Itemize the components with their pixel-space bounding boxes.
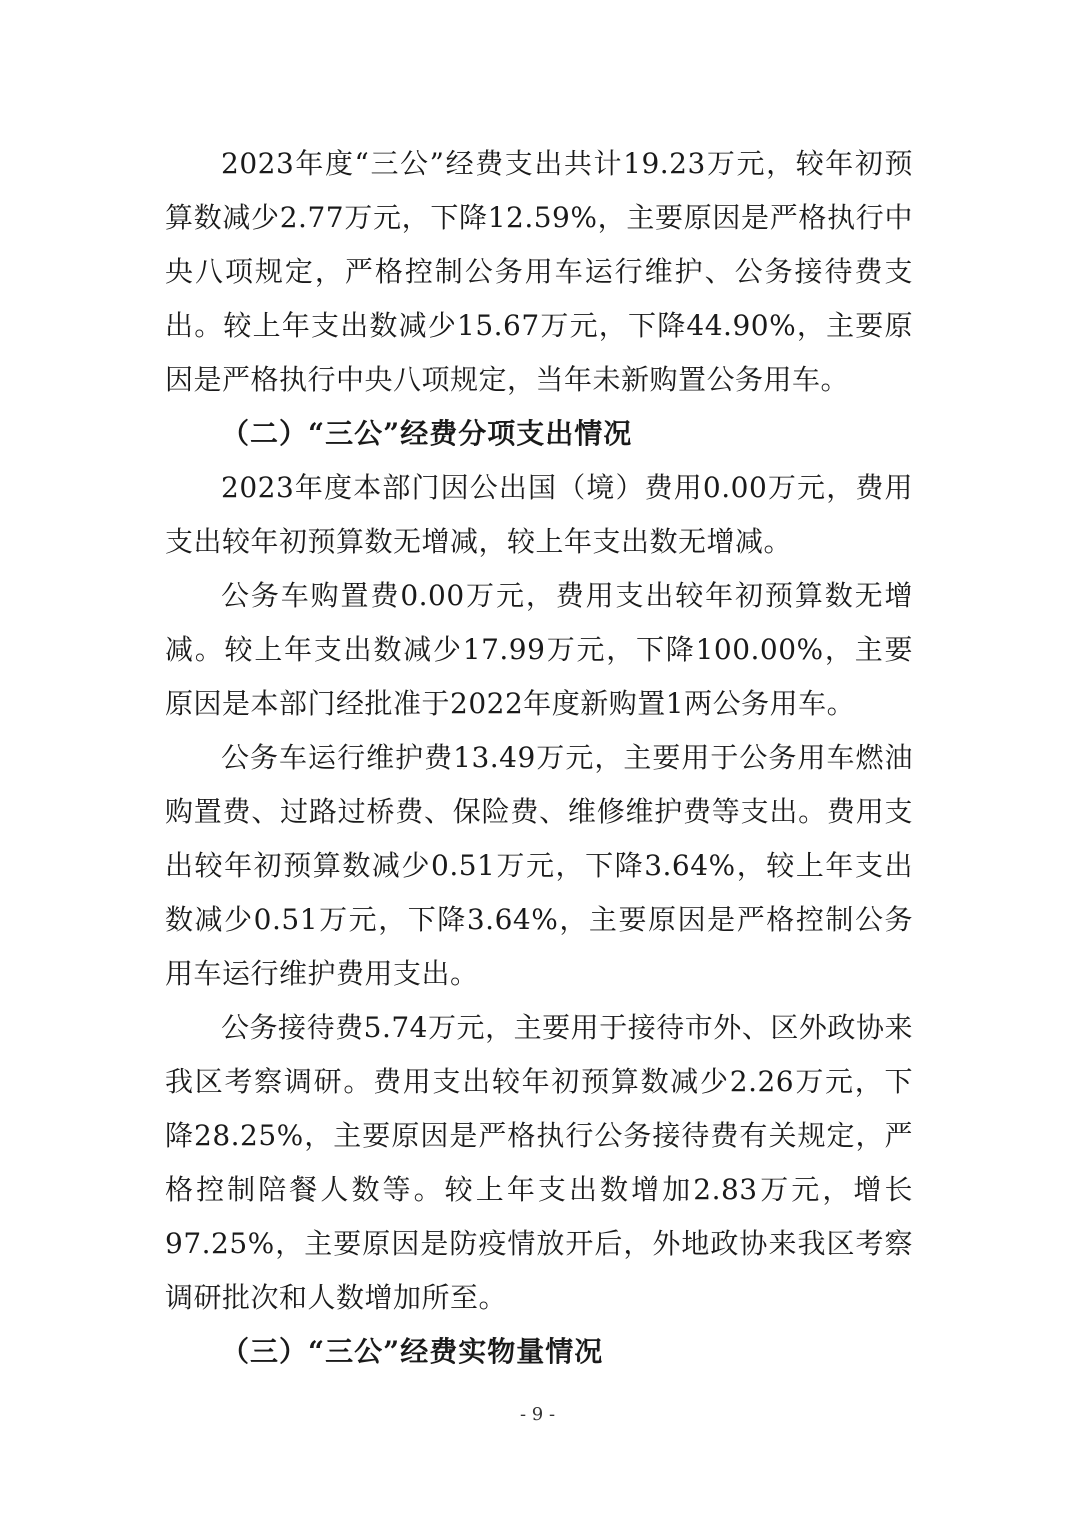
paragraph-reception: 公务接待费5.74万元，主要用于接待市外、区外政协来我区考察调研。费用支出较年初预算数减少2.26万元，下降28.25%，主要原因是严格执行公务接待费有关规定，严格控制陪餐人数等。较上年支出数增加2.83万元，增长97.25%，主要原因是防疫情放开后，外地政协来我区考察调研批次和人数增加所至。 — [165, 1011, 913, 1314]
section-heading-itemized: （二）“三公”经费分项支出情况 — [221, 417, 633, 450]
paragraph-overseas-travel: 2023年度本部门因公出国（境）费用0.00万元，费用支出较年初预算数无增减，较上年支出数无增减。 — [165, 471, 913, 558]
page-number: - 9 - — [519, 1404, 556, 1425]
paragraph-total-expenditure: 2023年度“三公”经费支出共计19.23万元，较年初预算数减少2.77万元，下降12.59%，主要原因是严格执行中央八项规定，严格控制公务用车运行维护、公务接待费支出。较上年支出数减少15.67万元，下降44.90%，主要原因是严格执行中央八项规定，当年未新购置公务用车。 — [165, 147, 913, 396]
paragraph-vehicle-purchase: 公务车购置费0.00万元，费用支出较年初预算数无增减。较上年支出数减少17.99万元，下降100.00%，主要原因是本部门经批准于2022年度新购置1两公务用车。 — [165, 579, 913, 720]
paragraph-vehicle-maintenance: 公务车运行维护费13.49万元，主要用于公务用车燃油购置费、过路过桥费、保险费、维修维护费等支出。费用支出较年初预算数减少0.51万元，下降3.64%，较上年支出数减少0.51万元，下降3.64%，主要原因是严格控制公务用车运行维护费用支出。 — [165, 741, 913, 990]
document-body — [165, 137, 913, 1379]
section-heading-physical-quantity: （三）“三公”经费实物量情况 — [221, 1335, 604, 1368]
